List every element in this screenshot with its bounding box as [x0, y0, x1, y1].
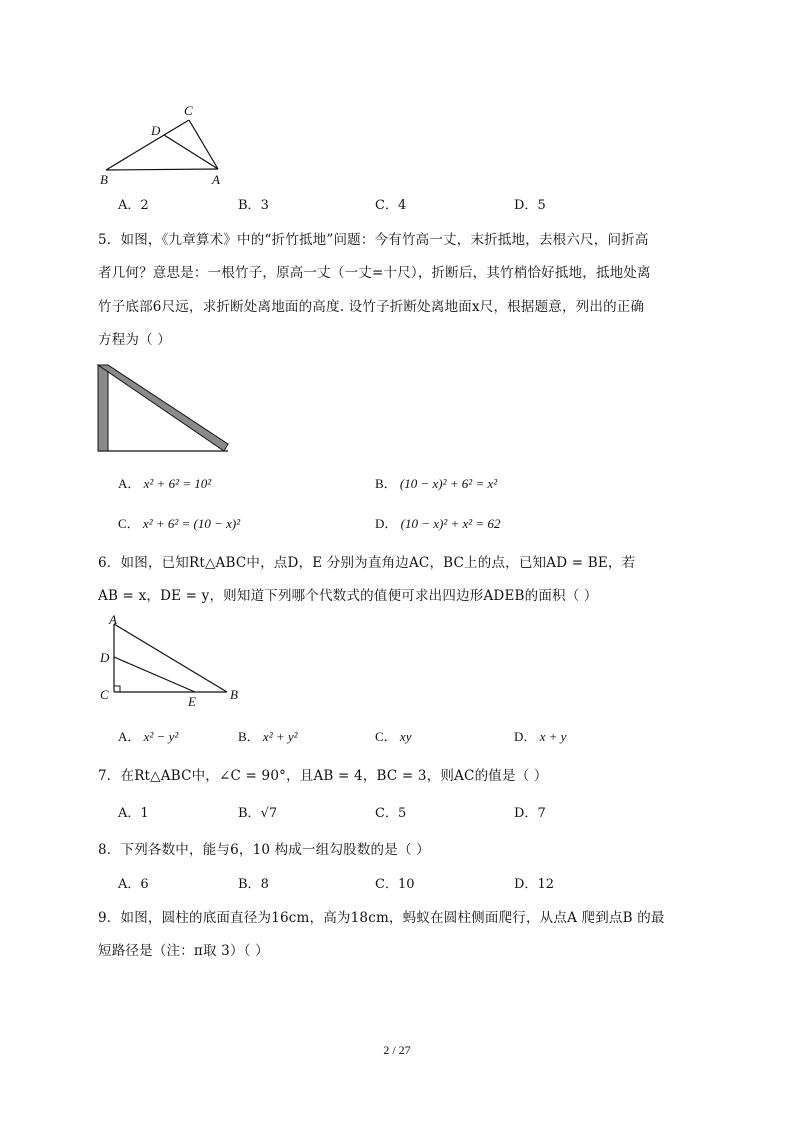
q7-option-d: D．7 [514, 806, 546, 821]
q5-question-line-1: 5．如图，《九章算术》中的“折竹抵地”问题：今有竹高一丈，末折抵地，去根六尺，问折高 [98, 232, 649, 248]
q7-option-a: A．1 [118, 806, 149, 821]
q7-option-b: B．√7 [238, 806, 278, 821]
q5-question-line-3: 竹子底部6尺远，求折断处离地面的高度. 设竹子折断处离地面x尺，根据题意，列出的正确 [98, 299, 645, 315]
q6-label-d: D [100, 650, 110, 665]
q4-option-a: A．2 [118, 198, 149, 213]
q6-option-c: C． xy [375, 729, 412, 744]
q5-option-d: D． (10 − x)² + x² = 62 [375, 516, 501, 531]
q5-option-c: C． x² + 6² = (10 − x)² [118, 516, 241, 531]
q5-bamboo-figure [96, 362, 232, 456]
q8-option-c: C．10 [375, 877, 415, 892]
q4-label-a: A [212, 172, 220, 186]
q8-option-d: D．12 [514, 877, 554, 892]
q5-question-line-2: 者几何？意思是：一根竹子，原高一丈（一丈=十尺），折断后，其竹梢恰好抵地，抵地处离 [98, 265, 651, 281]
q6-option-a: A． x² − y² [118, 729, 179, 744]
q4-option-c: C．4 [375, 198, 407, 213]
q8-option-a: A．6 [118, 877, 149, 892]
q5-option-a: A． x² + 6² = 10² [118, 476, 212, 491]
q4-option-d: D．5 [514, 198, 546, 213]
q5-option-b: B． (10 − x)² + 6² = x² [375, 476, 498, 491]
q7-question-line: 7．在Rt△ABC中，∠C = 90°，且AB = 4，BC = 3，则AC的值是（ ） [98, 768, 548, 784]
q5-question-line-4: 方程为（ ） [98, 332, 171, 348]
page-number: 2 / 27 [383, 1043, 411, 1057]
q6-option-d: D． x + y [514, 729, 567, 744]
q9-question-line-1: 9．如图，圆柱的底面直径为16cm，高为18cm，蚂蚁在圆柱侧面爬行，从点A 爬到点B 的最 [98, 910, 665, 926]
q6-label-e: E [188, 694, 196, 709]
q6-question-line-1: 6．如图，已知Rt△ABC中，点D，E 分别为直角边AC，BC上的点，已知AD = BE，若 [98, 555, 636, 571]
q6-option-b: B． x² + y² [238, 729, 298, 744]
q4-label-c: C [184, 103, 193, 118]
q8-question-line: 8．下列各数中，能与6，10 构成一组勾股数的是（ ） [98, 842, 430, 858]
q9-question-line-2: 短路径是（注：π取 3）（ ） [98, 943, 269, 959]
q4-label-d: D [151, 123, 161, 138]
q6-right-triangle-figure [96, 612, 246, 710]
q7-option-c: C．5 [375, 806, 407, 821]
q8-option-b: B．8 [238, 877, 269, 892]
q4-triangle-figure [96, 100, 236, 186]
q4-label-b: B [100, 172, 108, 186]
q6-label-a: A [109, 612, 117, 627]
q6-label-c: C [100, 687, 109, 702]
q4-option-b: B．3 [238, 198, 269, 213]
q6-label-b: B [230, 687, 238, 702]
q6-question-line-2: AB = x，DE = y，则知道下列哪个代数式的值便可求出四边形ADEB的面积（ ） [98, 588, 598, 604]
